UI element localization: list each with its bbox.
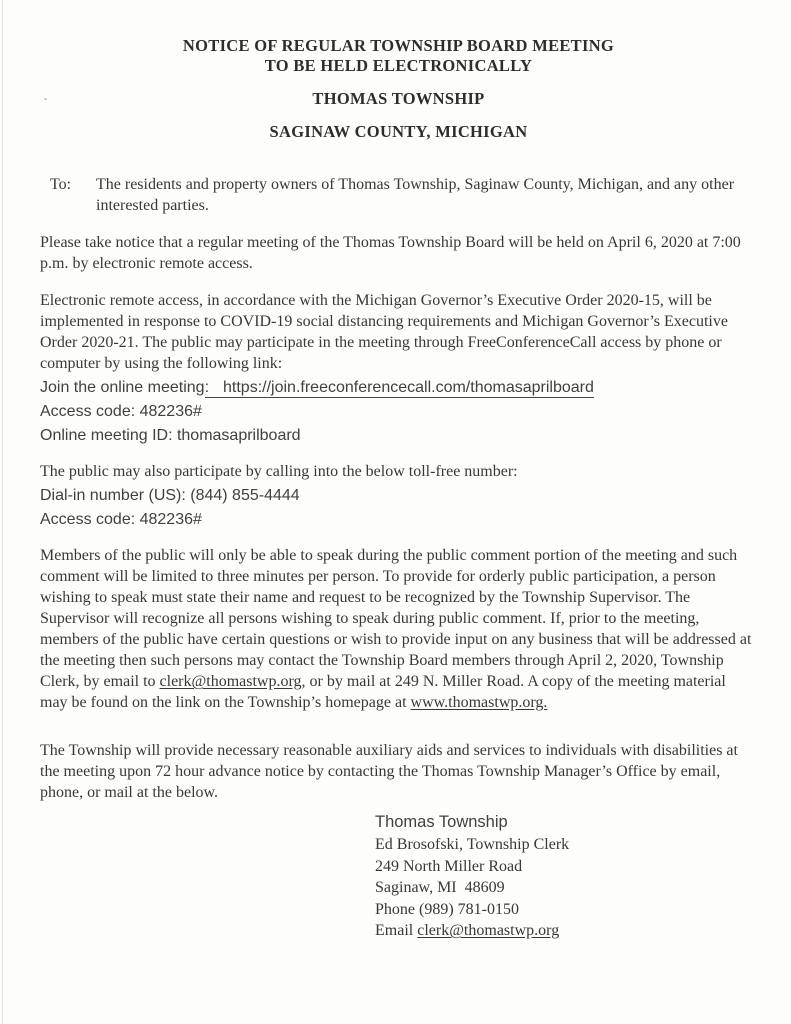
online-meeting-id-line: Online meeting ID: thomasaprilboard	[40, 427, 301, 444]
signature-org: Thomas Township	[375, 813, 508, 831]
signature-email-line	[375, 920, 757, 942]
join-meeting-line	[40, 377, 757, 399]
public-comment-text-2: , or by mail at 249 N. Miller Road. A copy of the meeting material may be found on the link on the Township’s homepage at	[40, 673, 726, 711]
to-label: To:	[50, 176, 72, 193]
paragraph-remote-access: Electronic remote access, in accordance with the Michigan Governor’s Executive Order 2020-15, will be implemented in response to COVID-19 social distancing requirements and Michigan Governor’s Executive Order 2020-21. The public may participate in the meeting through FreeConferenceCall access by phone or computer by using the following link:	[40, 292, 728, 372]
signature-city: Saginaw, MI 48609	[375, 879, 505, 896]
notice-title-line1: NOTICE OF REGULAR TOWNSHIP BOARD MEETING	[182, 36, 615, 55]
paragraph-accessibility: The Township will provide necessary reasonable auxiliary aids and services to individuals with disabilities at the meeting upon 72 hour advance notice by contacting the Thomas Township Manager’s Office by email, phone, or mail at the below.	[40, 742, 738, 801]
county-name: SAGINAW COUNTY, MICHIGAN	[269, 122, 528, 141]
scan-speck-artifact	[44, 98, 47, 100]
signature-email-link: clerk@thomastwp.org	[417, 922, 560, 939]
public-comment-text-1: Members of the public will only be able to speak during the public comment portion of the meeting and such comment will be limited to three minutes per person. To provide for orderly public participation, a person wishing to speak must state their name and request to be recognized by the Township Supervisor. The Supervisor will recognize all persons wishing to speak during public comment. If, prior to the meeting, members of the public have certain questions or wish to provide input on any business that will be addressed at the meeting then such persons may contact the Township Board members through April 2, 2020, Township Clerk, by email to	[40, 547, 752, 690]
signature-street: 249 North Miller Road	[375, 857, 523, 875]
join-meeting-label: Join the online meeting	[40, 379, 205, 396]
signature-block	[375, 811, 757, 942]
meeting-url-link: https://join.freeconferencecall.com/thomasaprilboard	[223, 379, 594, 396]
township-name: THOMAS TOWNSHIP	[312, 89, 485, 108]
signature-email-label: Email	[375, 922, 414, 939]
paragraph-meeting-notice: Please take notice that a regular meeting of the Thomas Township Board will be held on April 6, 2020 at 7:00 p.m. by electronic remote access.	[40, 234, 741, 272]
paragraph-public-comment	[40, 545, 757, 713]
meeting-url-underline	[205, 379, 594, 398]
to-text: The residents and property owners of Thomas Township, Saginaw County, Michigan, and any other interested parties.	[96, 176, 735, 214]
document-header	[40, 36, 757, 142]
township-website-link: www.thomastwp.org.	[410, 694, 548, 711]
paragraph-dial-in-intro: The public may also participate by calling into the below toll-free number:	[40, 463, 518, 480]
dial-in-access-code-line: Access code: 482236#	[40, 511, 202, 528]
signature-phone: Phone (989) 781-0150	[375, 900, 519, 918]
signature-clerk: Ed Brosofski, Township Clerk	[375, 836, 570, 853]
to-block	[40, 174, 757, 216]
dial-in-number-line: Dial-in number (US): (844) 855-4444	[40, 487, 300, 504]
notice-title-line2: TO BE HELD ELECTRONICALLY	[264, 56, 533, 75]
join-meeting-colon: :	[204, 379, 210, 396]
access-code-line: Access code: 482236#	[40, 403, 202, 420]
clerk-email-link: clerk@thomastwp.org	[159, 673, 302, 690]
scan-edge-artifact	[2, 0, 3, 1024]
